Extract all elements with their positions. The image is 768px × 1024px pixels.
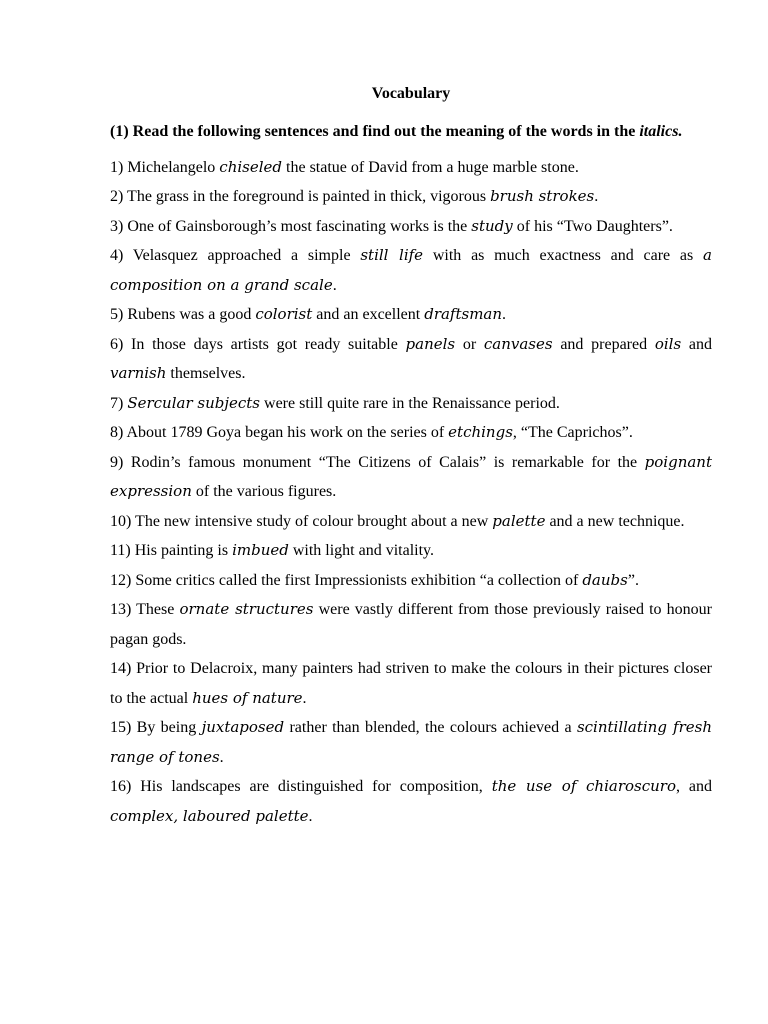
vocabulary-term: daubs (582, 570, 628, 589)
sentence-text: . (302, 689, 307, 707)
sentence-text: . (332, 276, 337, 294)
instruction-italic-word: italics. (639, 123, 683, 140)
vocabulary-term: ornate structures (179, 600, 314, 618)
sentence-item (110, 241, 712, 300)
vocabulary-term: poignant expression (110, 452, 712, 500)
sentence-text: of the various figures. (191, 483, 337, 500)
vocabulary-term: still life (360, 246, 424, 264)
sentence-text: with light and vitality. (288, 542, 435, 559)
sentence-item (110, 153, 712, 183)
sentence-text: 16) His landscapes are distinguished for composition, (110, 778, 492, 795)
vocabulary-term: brush strokes (490, 187, 595, 205)
sentence-text: , and (676, 778, 712, 795)
sentence-item (110, 300, 712, 330)
sentence-text: or (455, 335, 484, 353)
sentence-text: 1) Michelangelo (110, 158, 220, 176)
exercise-instruction (110, 117, 712, 147)
sentence-text: of his “Two Daughters”. (512, 217, 673, 235)
sentence-text: were still quite rare in the Renaissance period. (260, 394, 560, 412)
sentence-item (110, 389, 712, 419)
vocabulary-term: study (471, 216, 513, 235)
sentence-item (110, 772, 712, 831)
sentence-item (110, 448, 712, 507)
sentence-item (110, 536, 712, 566)
sentence-text: and a new technique. (545, 512, 685, 530)
vocabulary-term: palette (492, 511, 546, 530)
document-content (110, 82, 712, 831)
sentence-text: 3) One of Gainsborough’s most fascinating works is the (110, 217, 472, 235)
sentence-text: 10) The new intensive study of colour brought about a new (110, 512, 493, 530)
sentence-text: with as much exactness and care as (423, 247, 704, 264)
vocabulary-term: oils (654, 334, 682, 353)
sentence-text: 14) Prior to Delacroix, many painters had striven to make the colours in their pictures closer to the actual (110, 660, 712, 707)
instruction-text: (1) Read the following sentences and find out the meaning of the words in the (110, 123, 640, 140)
vocabulary-term: complex, laboured palette (110, 806, 309, 825)
page-title: Vocabulary (371, 85, 451, 102)
sentence-text: . (594, 188, 599, 205)
vocabulary-term: canvases (483, 334, 553, 353)
vocabulary-term: draftsman (424, 305, 503, 323)
sentence-text: . (502, 306, 507, 323)
sentence-text: 5) Rubens was a good (110, 306, 256, 323)
sentence-text: themselves. (166, 365, 246, 382)
sentence-item (110, 713, 712, 772)
sentence-text: , “The Caprichos”. (512, 424, 633, 441)
sentence-text: the statue of David from a huge marble stone. (282, 158, 579, 176)
vocabulary-term: scintillating fresh range of tones (110, 718, 713, 766)
sentence-text: rather than blended, the colours achieved a (284, 719, 577, 736)
vocabulary-term: Sercular subjects (127, 393, 261, 412)
sentence-item (110, 182, 712, 212)
sentence-text: 11) His painting is (110, 542, 233, 559)
vocabulary-term: imbued (232, 541, 289, 559)
vocabulary-term: etchings (448, 423, 513, 441)
sentence-item (110, 507, 712, 537)
sentence-text: 2) The grass in the foreground is painted in thick, vigorous (110, 188, 491, 205)
sentence-text: 6) In those days artists got ready suitable (110, 335, 406, 353)
sentence-text: . (308, 807, 313, 825)
vocabulary-term: hues of nature (192, 688, 303, 707)
sentence-item (110, 566, 712, 596)
vocabulary-term: panels (405, 334, 456, 353)
sentence-text: ”. (627, 571, 639, 589)
sentence-text: were vastly different from those previously raised to honour pagan gods. (110, 601, 712, 648)
sentence-list (110, 153, 712, 832)
sentence-text: 9) Rodin’s famous monument “The Citizens of Calais” is remarkable for the (110, 453, 645, 471)
sentence-text: and an excellent (312, 306, 425, 323)
vocabulary-term: varnish (110, 364, 167, 382)
vocabulary-term: a composition on a grand scale (110, 246, 712, 294)
sentence-item (110, 654, 712, 713)
vocabulary-term: the use of chiaroscuro (491, 777, 676, 795)
vocabulary-term: colorist (255, 305, 313, 323)
sentence-item (110, 418, 712, 448)
sentence-text: and prepared (552, 335, 655, 353)
sentence-item (110, 595, 712, 654)
sentence-text: 7) (110, 394, 128, 412)
vocabulary-term: juxtaposed (201, 718, 285, 736)
sentence-item (110, 330, 712, 389)
sentence-text: 8) About 1789 Goya began his work on the series of (110, 424, 449, 441)
sentence-text: and (681, 335, 712, 353)
sentence-item (110, 212, 712, 242)
sentence-text: . (219, 748, 224, 766)
sentence-text: 4) Velasquez approached a simple (110, 247, 361, 264)
sentence-text: 12) Some critics called the first Impressionists exhibition “a collection of (110, 571, 583, 589)
sentence-text: 13) These (110, 601, 180, 618)
vocabulary-term: chiseled (219, 157, 283, 176)
sentence-text: 15) By being (110, 719, 202, 736)
